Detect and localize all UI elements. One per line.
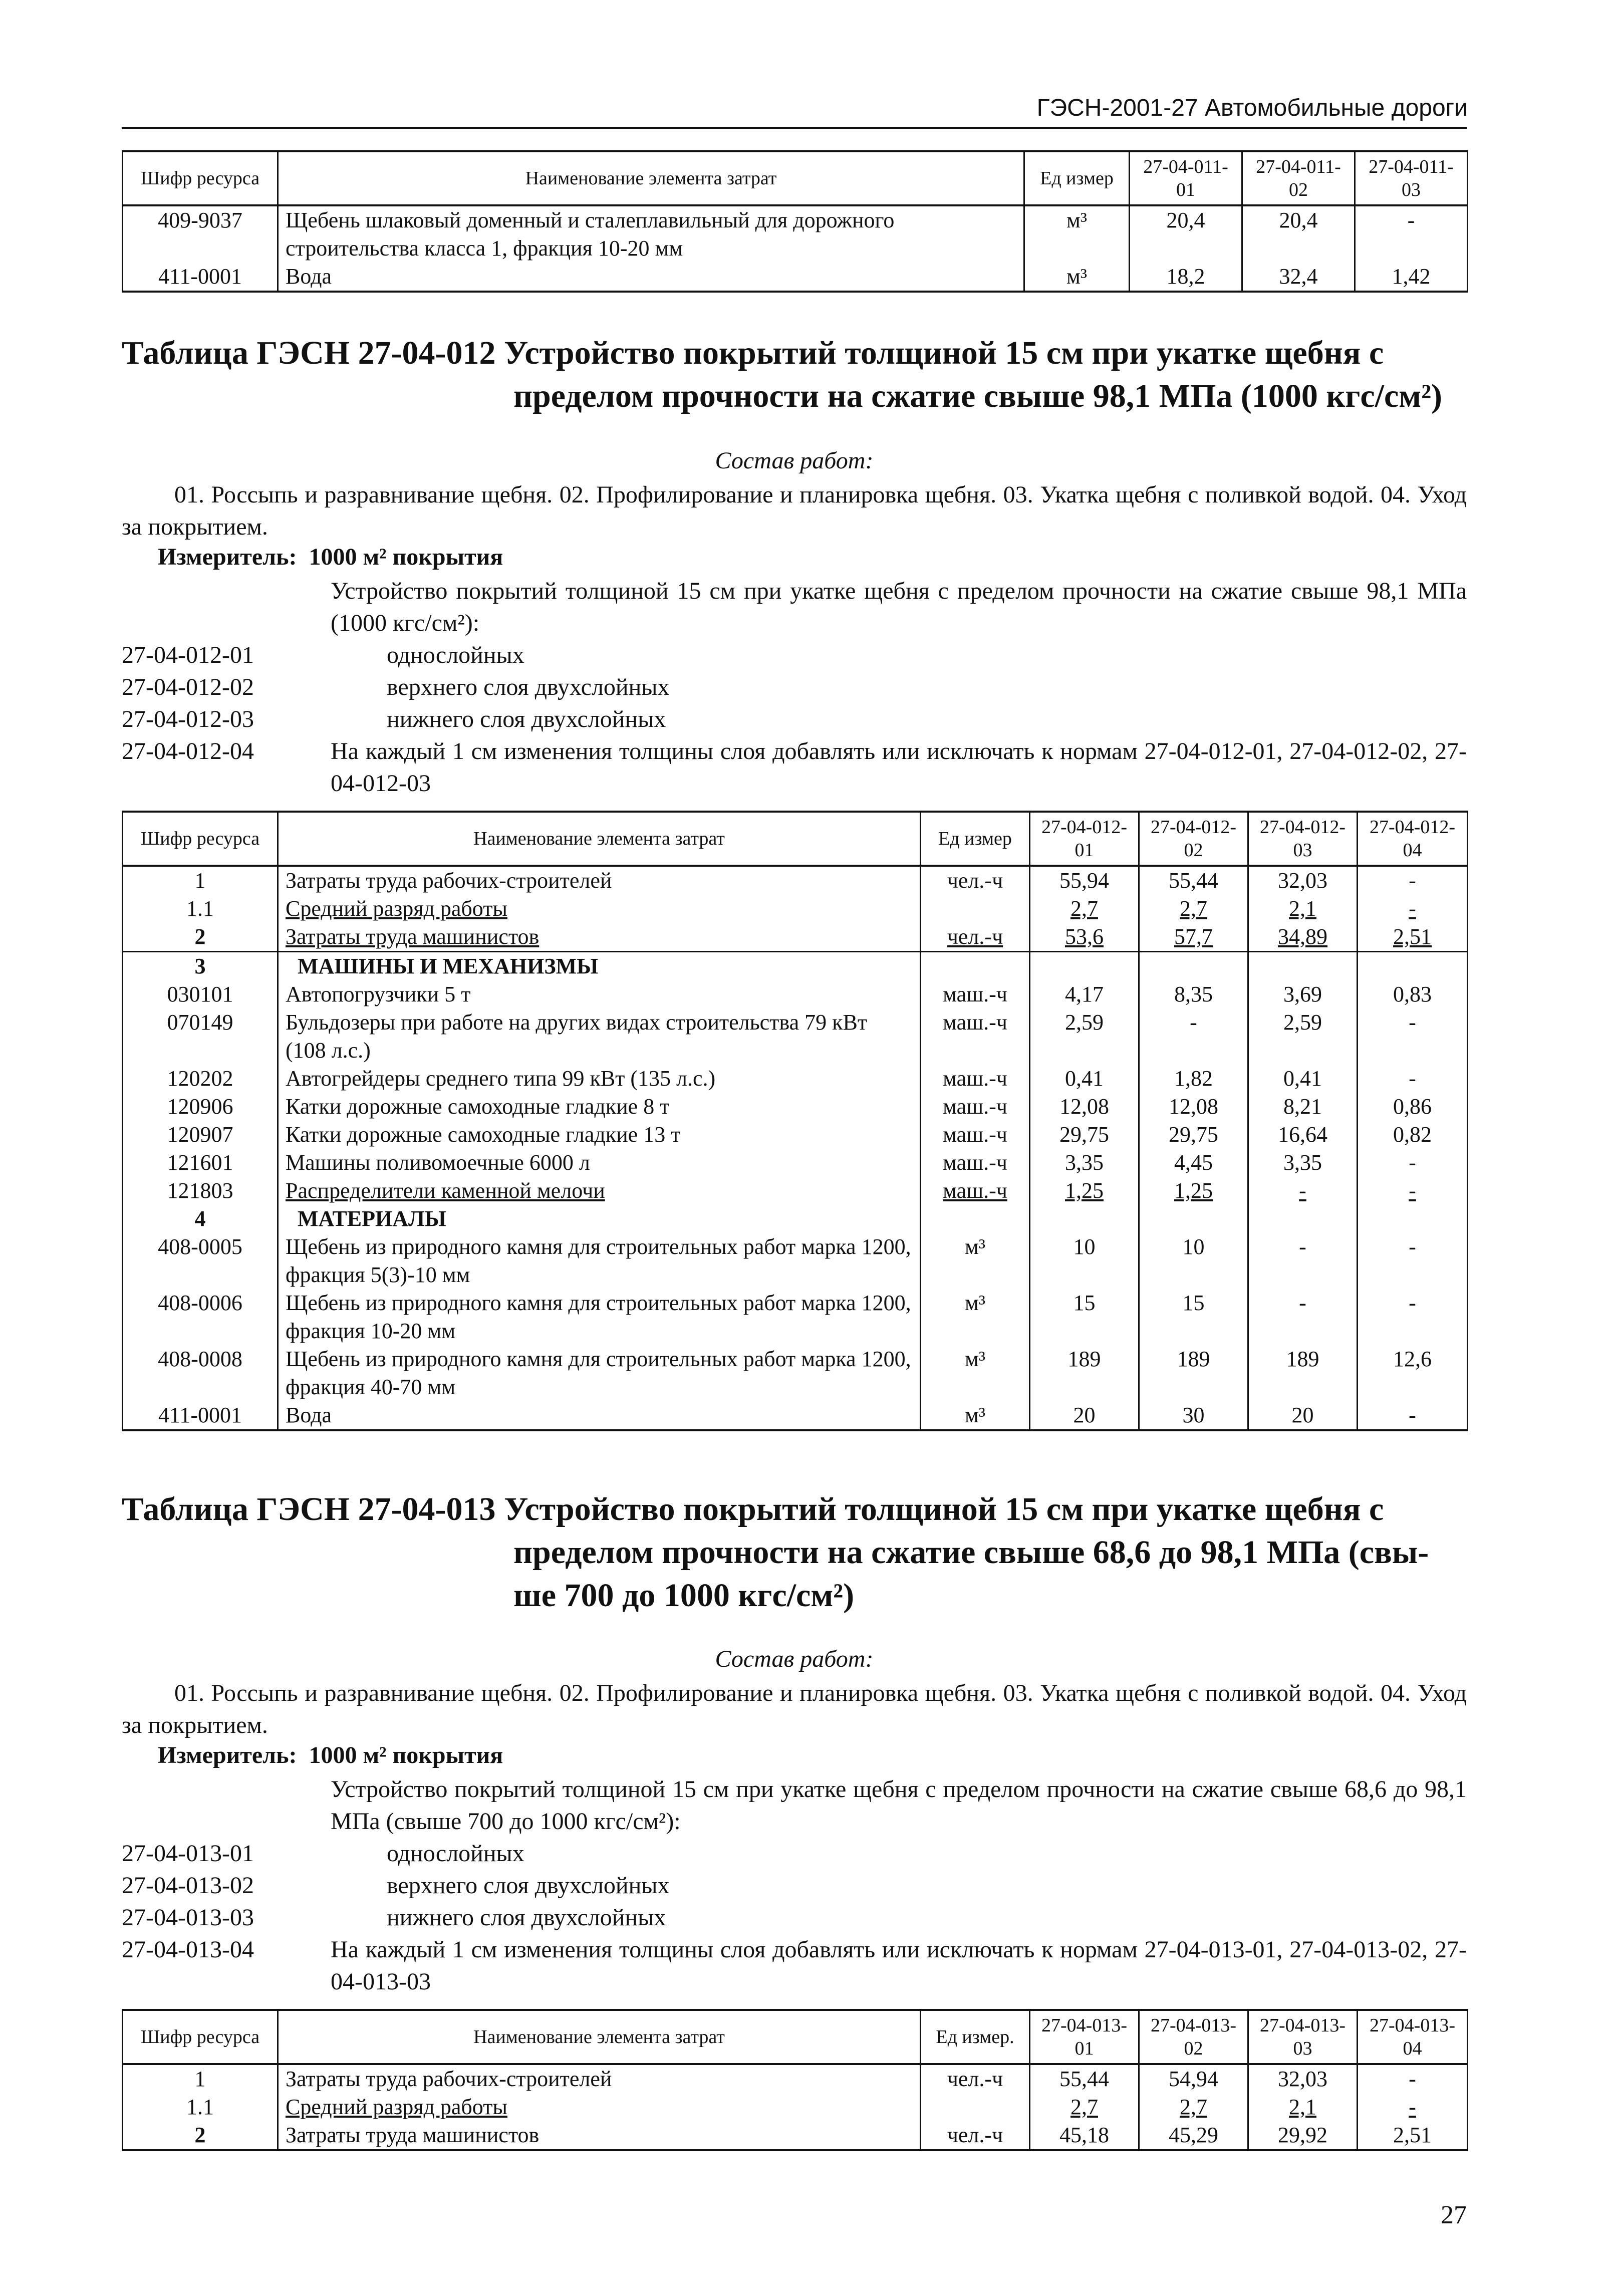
cell-unit: м³ xyxy=(921,1345,1030,1401)
cell-value: 12,08 xyxy=(1139,1093,1248,1121)
cell-unit: маш.-ч xyxy=(921,980,1030,1008)
cell-code: 4 xyxy=(123,1205,278,1233)
table-27-04-012 xyxy=(122,811,1468,1431)
cell-value: 1,82 xyxy=(1139,1065,1248,1093)
cell-value: 1,42 xyxy=(1355,263,1468,292)
cell-name: Щебень из природного камня для строительных работ марка 1200, фракция 5(3)-10 мм xyxy=(278,1233,921,1289)
cell-value: - xyxy=(1355,205,1468,263)
cell-name: Распределители каменной мелочи xyxy=(278,1177,921,1205)
col-header-name: Наименование элемента затрат xyxy=(278,151,1024,205)
table-group-row xyxy=(123,1205,1468,1233)
table-row xyxy=(123,1093,1468,1121)
cell-unit: маш.-ч xyxy=(921,1093,1030,1121)
table-row xyxy=(123,1177,1468,1205)
norm-description: Устройство покрытий толщиной 15 см при укатке щебня с пределом прочности на сжатие свыше 98,1 МПа (1000 кгс/см²): xyxy=(331,578,1467,636)
table-header-row xyxy=(123,2010,1468,2064)
cell-code: 408-0005 xyxy=(123,1233,278,1289)
cell-unit: м³ xyxy=(1024,205,1130,263)
cell-value: 2,59 xyxy=(1248,1008,1358,1065)
cell-code: 2 xyxy=(123,923,278,952)
cell-value: 2,7 xyxy=(1139,2093,1248,2121)
cell-value: 29,75 xyxy=(1030,1121,1139,1149)
cell-unit: маш.-ч xyxy=(921,1008,1030,1065)
table-header-row xyxy=(123,812,1468,866)
table-row xyxy=(123,2064,1468,2093)
col-header-norm: 27-04-011-03 xyxy=(1355,151,1468,205)
col-header-unit: Ед измер. xyxy=(921,2010,1030,2064)
work-composition-label: Состав работ: xyxy=(715,447,874,474)
cell-name: Автопогрузчики 5 т xyxy=(278,980,921,1008)
cell-value: 8,21 xyxy=(1248,1093,1358,1121)
cell-code: 411-0001 xyxy=(123,1401,278,1430)
cell-value: 53,6 xyxy=(1030,923,1139,952)
norm-code: 27-04-013-04 xyxy=(122,1936,254,1963)
cell-code: 408-0006 xyxy=(123,1289,278,1345)
cell-name: Вода xyxy=(278,1401,921,1430)
table-row xyxy=(123,923,1468,952)
cell-value: 32,4 xyxy=(1242,263,1355,292)
cell-unit: маш.-ч xyxy=(921,1065,1030,1093)
cell-value xyxy=(1139,1205,1248,1233)
cell-name: Затраты труда машинистов xyxy=(278,923,921,952)
cell-value: 16,64 xyxy=(1248,1121,1358,1149)
measure-value: 1000 м² покрытия xyxy=(309,544,503,570)
cell-value: 1,25 xyxy=(1139,1177,1248,1205)
col-header-unit: Ед измер xyxy=(1024,151,1130,205)
norm-code: 27-04-013-02 xyxy=(122,1872,254,1899)
cell-value: 45,29 xyxy=(1139,2121,1248,2150)
cell-value: 189 xyxy=(1248,1345,1358,1401)
cell-code: 408-0008 xyxy=(123,1345,278,1401)
cell-value: - xyxy=(1248,1289,1358,1345)
cell-value: 0,83 xyxy=(1358,980,1468,1008)
norm-code-item xyxy=(122,1870,1467,1902)
cell-value: 20,4 xyxy=(1130,205,1242,263)
cell-value xyxy=(1030,1205,1139,1233)
cell-value: 1,25 xyxy=(1030,1177,1139,1205)
cell-name: Щебень шлаковый доменный и сталеплавильный для дорожного строительства класса 1, фракция 10-20 мм xyxy=(278,205,1024,263)
col-header-norm: 27-04-013-02 xyxy=(1139,2010,1248,2064)
table-row xyxy=(123,2093,1468,2121)
norm-code-item xyxy=(122,703,1467,735)
cell-value: - xyxy=(1248,1177,1358,1205)
norm-code-item xyxy=(122,639,1467,671)
table-row xyxy=(123,895,1468,923)
cell-value: 189 xyxy=(1139,1345,1248,1401)
cell-unit xyxy=(921,1205,1030,1233)
col-header-norm: 27-04-012-04 xyxy=(1358,812,1468,866)
col-header-code: Шифр ресурса xyxy=(123,812,278,866)
col-header-norm: 27-04-013-01 xyxy=(1030,2010,1139,2064)
cell-unit: чел.-ч xyxy=(921,866,1030,895)
cell-value: 32,03 xyxy=(1248,866,1358,895)
norm-code-text: На каждый 1 см изменения толщины слоя добавлять или исключать к нормам 27-04-013-01, 27-04-013-02, 27-04-013-03 xyxy=(331,1936,1467,1995)
col-header-name: Наименование элемента затрат xyxy=(278,812,921,866)
cell-value: - xyxy=(1358,1065,1468,1093)
cell-code: 120202 xyxy=(123,1065,278,1093)
cell-value: 15 xyxy=(1030,1289,1139,1345)
norm-description: Устройство покрытий толщиной 15 см при укатке щебня с пределом прочности на сжатие свыше 68,6 до 98,1 МПа (свыше 700 до 1000 кгс/см²): xyxy=(331,1776,1467,1835)
cell-unit: маш.-ч xyxy=(921,1177,1030,1205)
cell-code: 409-9037 xyxy=(123,205,278,263)
cell-value: - xyxy=(1358,1289,1468,1345)
cell-value: 55,94 xyxy=(1030,866,1139,895)
cell-group-title: МАТЕРИАЛЫ xyxy=(278,1205,921,1233)
measure-label: Измеритель: xyxy=(158,1742,297,1768)
cell-value: 3,35 xyxy=(1248,1149,1358,1177)
cell-code: 1 xyxy=(123,866,278,895)
cell-value: 0,86 xyxy=(1358,1093,1468,1121)
cell-name: Затраты труда рабочих-строителей xyxy=(278,866,921,895)
cell-code: 2 xyxy=(123,2121,278,2150)
cell-unit: м³ xyxy=(921,1289,1030,1345)
cell-value xyxy=(1358,1205,1468,1233)
section-title xyxy=(122,332,1467,418)
cell-unit: м³ xyxy=(921,1401,1030,1430)
header-rule xyxy=(122,127,1467,129)
norm-code: 27-04-013-03 xyxy=(122,1904,254,1931)
cell-value: 15 xyxy=(1139,1289,1248,1345)
col-header-code: Шифр ресурса xyxy=(123,151,278,205)
cell-code: 1.1 xyxy=(123,895,278,923)
cell-code: 411-0001 xyxy=(123,263,278,292)
cell-unit: чел.-ч xyxy=(921,2064,1030,2093)
table-row xyxy=(123,1008,1468,1065)
cell-value: 10 xyxy=(1139,1233,1248,1289)
cell-code: 121601 xyxy=(123,1149,278,1177)
measure-label: Измеритель: xyxy=(158,544,297,570)
cell-value: 32,03 xyxy=(1248,2064,1358,2093)
cell-unit: чел.-ч xyxy=(921,923,1030,952)
norm-code: 27-04-012-04 xyxy=(122,738,254,764)
table-row xyxy=(123,980,1468,1008)
cell-value: - xyxy=(1358,2093,1468,2121)
work-composition-label: Состав работ: xyxy=(715,1646,874,1672)
cell-value: 0,82 xyxy=(1358,1121,1468,1149)
col-header-norm: 27-04-012-02 xyxy=(1139,812,1248,866)
cell-value: 0,41 xyxy=(1030,1065,1139,1093)
cell-value: 189 xyxy=(1030,1345,1139,1401)
cell-unit: м³ xyxy=(1024,263,1130,292)
norm-code-list xyxy=(122,1838,1467,1998)
table-row xyxy=(123,1289,1468,1345)
cell-value: 20 xyxy=(1030,1401,1139,1430)
norm-code-text: На каждый 1 см изменения толщины слоя добавлять или исключать к нормам 27-04-012-01, 27-04-012-02, 27-04-012-03 xyxy=(331,738,1467,797)
col-header-norm: 27-04-011-01 xyxy=(1130,151,1242,205)
cell-value: 8,35 xyxy=(1139,980,1248,1008)
cell-value: - xyxy=(1358,1149,1468,1177)
cell-name: Затраты труда рабочих-строителей xyxy=(278,2064,921,2093)
cell-value: 4,45 xyxy=(1139,1149,1248,1177)
table-row xyxy=(123,1233,1468,1289)
col-header-norm: 27-04-013-03 xyxy=(1248,2010,1358,2064)
cell-value: - xyxy=(1248,1233,1358,1289)
cell-code: 1.1 xyxy=(123,2093,278,2121)
cell-value: 20 xyxy=(1248,1401,1358,1430)
cell-value: 12,6 xyxy=(1358,1345,1468,1401)
cell-value: 18,2 xyxy=(1130,263,1242,292)
col-header-name: Наименование элемента затрат xyxy=(278,2010,921,2064)
section-title-line: ше 700 до 1000 кгс/см²) xyxy=(513,1577,855,1614)
measure-value: 1000 м² покрытия xyxy=(309,1742,503,1768)
table-row xyxy=(123,866,1468,895)
norm-code-text: верхнего слоя двухслойных xyxy=(387,1872,670,1899)
cell-value: 2,59 xyxy=(1030,1008,1139,1065)
col-header-norm: 27-04-012-03 xyxy=(1248,812,1358,866)
cell-unit: маш.-ч xyxy=(921,1121,1030,1149)
table-27-04-013 xyxy=(122,2009,1468,2151)
cell-value xyxy=(1139,952,1248,981)
norm-code-item xyxy=(122,1902,1467,1934)
cell-value xyxy=(1248,1205,1358,1233)
norm-code-item xyxy=(122,1838,1467,1870)
cell-group-title: МАШИНЫ И МЕХАНИЗМЫ xyxy=(278,952,921,981)
cell-name: Затраты труда машинистов xyxy=(278,2121,921,2150)
table-row xyxy=(123,263,1468,292)
cell-unit xyxy=(921,895,1030,923)
cell-value: - xyxy=(1358,1401,1468,1430)
cell-value: 2,1 xyxy=(1248,895,1358,923)
cell-name: Щебень из природного камня для строительных работ марка 1200, фракция 40-70 мм xyxy=(278,1345,921,1401)
cell-unit: м³ xyxy=(921,1233,1030,1289)
table-header-row xyxy=(123,151,1468,205)
col-header-code: Шифр ресурса xyxy=(123,2010,278,2064)
cell-value: 29,92 xyxy=(1248,2121,1358,2150)
col-header-unit: Ед измер xyxy=(921,812,1030,866)
norm-code-text: нижнего слоя двухслойных xyxy=(387,1904,666,1931)
col-header-norm: 27-04-013-04 xyxy=(1358,2010,1468,2064)
cell-name: Вода xyxy=(278,263,1024,292)
cell-value: 2,51 xyxy=(1358,2121,1468,2150)
cell-value: 2,1 xyxy=(1248,2093,1358,2121)
table-row xyxy=(123,2121,1468,2150)
cell-value: 2,51 xyxy=(1358,923,1468,952)
cell-code: 3 xyxy=(123,952,278,981)
cell-value: 12,08 xyxy=(1030,1093,1139,1121)
norm-code-text: однослойных xyxy=(387,1840,524,1867)
section-title-line: Таблица ГЭСН 27-04-013 Устройство покрытий толщиной 15 см при укатке щебня с xyxy=(122,1491,1384,1527)
cell-value: 4,17 xyxy=(1030,980,1139,1008)
running-header: ГЭСН-2001-27 Автомобильные дороги xyxy=(1036,95,1468,121)
cell-value xyxy=(1358,952,1468,981)
cell-value: 45,18 xyxy=(1030,2121,1139,2150)
cell-value: - xyxy=(1139,1008,1248,1065)
norm-code: 27-04-012-03 xyxy=(122,706,254,732)
table-27-04-011 xyxy=(122,150,1468,293)
norm-code-item xyxy=(122,671,1467,703)
cell-name: Средний разряд работы xyxy=(278,895,921,923)
cell-value: 3,69 xyxy=(1248,980,1358,1008)
table-row xyxy=(123,1121,1468,1149)
cell-name: Автогрейдеры среднего типа 99 кВт (135 л.с.) xyxy=(278,1065,921,1093)
table-row xyxy=(123,205,1468,263)
cell-value: 34,89 xyxy=(1248,923,1358,952)
section-title xyxy=(122,1488,1467,1617)
cell-unit xyxy=(921,2093,1030,2121)
cell-code: 1 xyxy=(123,2064,278,2093)
cell-code: 121803 xyxy=(123,1177,278,1205)
cell-value: 20,4 xyxy=(1242,205,1355,263)
cell-name: Катки дорожные самоходные гладкие 13 т xyxy=(278,1121,921,1149)
cell-value: - xyxy=(1358,2064,1468,2093)
norm-code: 27-04-012-01 xyxy=(122,642,254,668)
norm-code-text: нижнего слоя двухслойных xyxy=(387,706,666,732)
cell-value xyxy=(1248,952,1358,981)
section-title-line: пределом прочности на сжатие свыше 68,6 до 98,1 МПа (свы- xyxy=(513,1534,1429,1571)
norm-code-item xyxy=(122,735,1467,800)
cell-name: Щебень из природного камня для строительных работ марка 1200, фракция 10-20 мм xyxy=(278,1289,921,1345)
norm-code-list xyxy=(122,639,1467,800)
section-title-line: Таблица ГЭСН 27-04-012 Устройство покрытий толщиной 15 см при укатке щебня с xyxy=(122,335,1384,371)
cell-unit: маш.-ч xyxy=(921,1149,1030,1177)
cell-value: - xyxy=(1358,895,1468,923)
cell-value: 2,7 xyxy=(1139,895,1248,923)
cell-name: Средний разряд работы xyxy=(278,2093,921,2121)
table-group-row xyxy=(123,952,1468,981)
cell-value: 55,44 xyxy=(1139,866,1248,895)
section-title-line: пределом прочности на сжатие свыше 98,1 МПа (1000 кгс/см²) xyxy=(513,378,1443,414)
cell-value: 3,35 xyxy=(1030,1149,1139,1177)
measure-line xyxy=(158,1741,503,1769)
cell-code: 030101 xyxy=(123,980,278,1008)
cell-value: 29,75 xyxy=(1139,1121,1248,1149)
cell-name: Машины поливомоечные 6000 л xyxy=(278,1149,921,1177)
cell-value: 10 xyxy=(1030,1233,1139,1289)
cell-value: - xyxy=(1358,1008,1468,1065)
cell-code: 120907 xyxy=(123,1121,278,1149)
norm-code-item xyxy=(122,1934,1467,1998)
work-composition-text: 01. Россыпь и разравнивание щебня. 02. Профилирование и планировка щебня. 03. Укатка щебня с поливкой водой. 04. Уход за покрытием. xyxy=(122,1680,1467,1738)
col-header-norm: 27-04-011-02 xyxy=(1242,151,1355,205)
table-row xyxy=(123,1065,1468,1093)
cell-code: 070149 xyxy=(123,1008,278,1065)
norm-code-text: верхнего слоя двухслойных xyxy=(387,674,670,700)
measure-line xyxy=(158,543,503,571)
cell-value: - xyxy=(1358,866,1468,895)
cell-code: 120906 xyxy=(123,1093,278,1121)
cell-unit: чел.-ч xyxy=(921,2121,1030,2150)
work-composition-text: 01. Россыпь и разравнивание щебня. 02. Профилирование и планировка щебня. 03. Укатка щебня с поливкой водой. 04. Уход за покрытием. xyxy=(122,481,1467,540)
cell-value: 0,41 xyxy=(1248,1065,1358,1093)
norm-code-text: однослойных xyxy=(387,642,524,668)
norm-code: 27-04-013-01 xyxy=(122,1840,254,1867)
cell-name: Катки дорожные самоходные гладкие 8 т xyxy=(278,1093,921,1121)
cell-name: Бульдозеры при работе на других видах строительства 79 кВт (108 л.с.) xyxy=(278,1008,921,1065)
table-row xyxy=(123,1345,1468,1401)
table-row xyxy=(123,1401,1468,1430)
norm-code: 27-04-012-02 xyxy=(122,674,254,700)
cell-value: 2,7 xyxy=(1030,895,1139,923)
col-header-norm: 27-04-012-01 xyxy=(1030,812,1139,866)
table-row xyxy=(123,1149,1468,1177)
cell-unit xyxy=(921,952,1030,981)
cell-value: 2,7 xyxy=(1030,2093,1139,2121)
cell-value: 30 xyxy=(1139,1401,1248,1430)
cell-value: 54,94 xyxy=(1139,2064,1248,2093)
page-number: 27 xyxy=(1441,2201,1467,2229)
cell-value xyxy=(1030,952,1139,981)
cell-value: 55,44 xyxy=(1030,2064,1139,2093)
cell-value: - xyxy=(1358,1233,1468,1289)
cell-value: - xyxy=(1358,1177,1468,1205)
cell-value: 57,7 xyxy=(1139,923,1248,952)
